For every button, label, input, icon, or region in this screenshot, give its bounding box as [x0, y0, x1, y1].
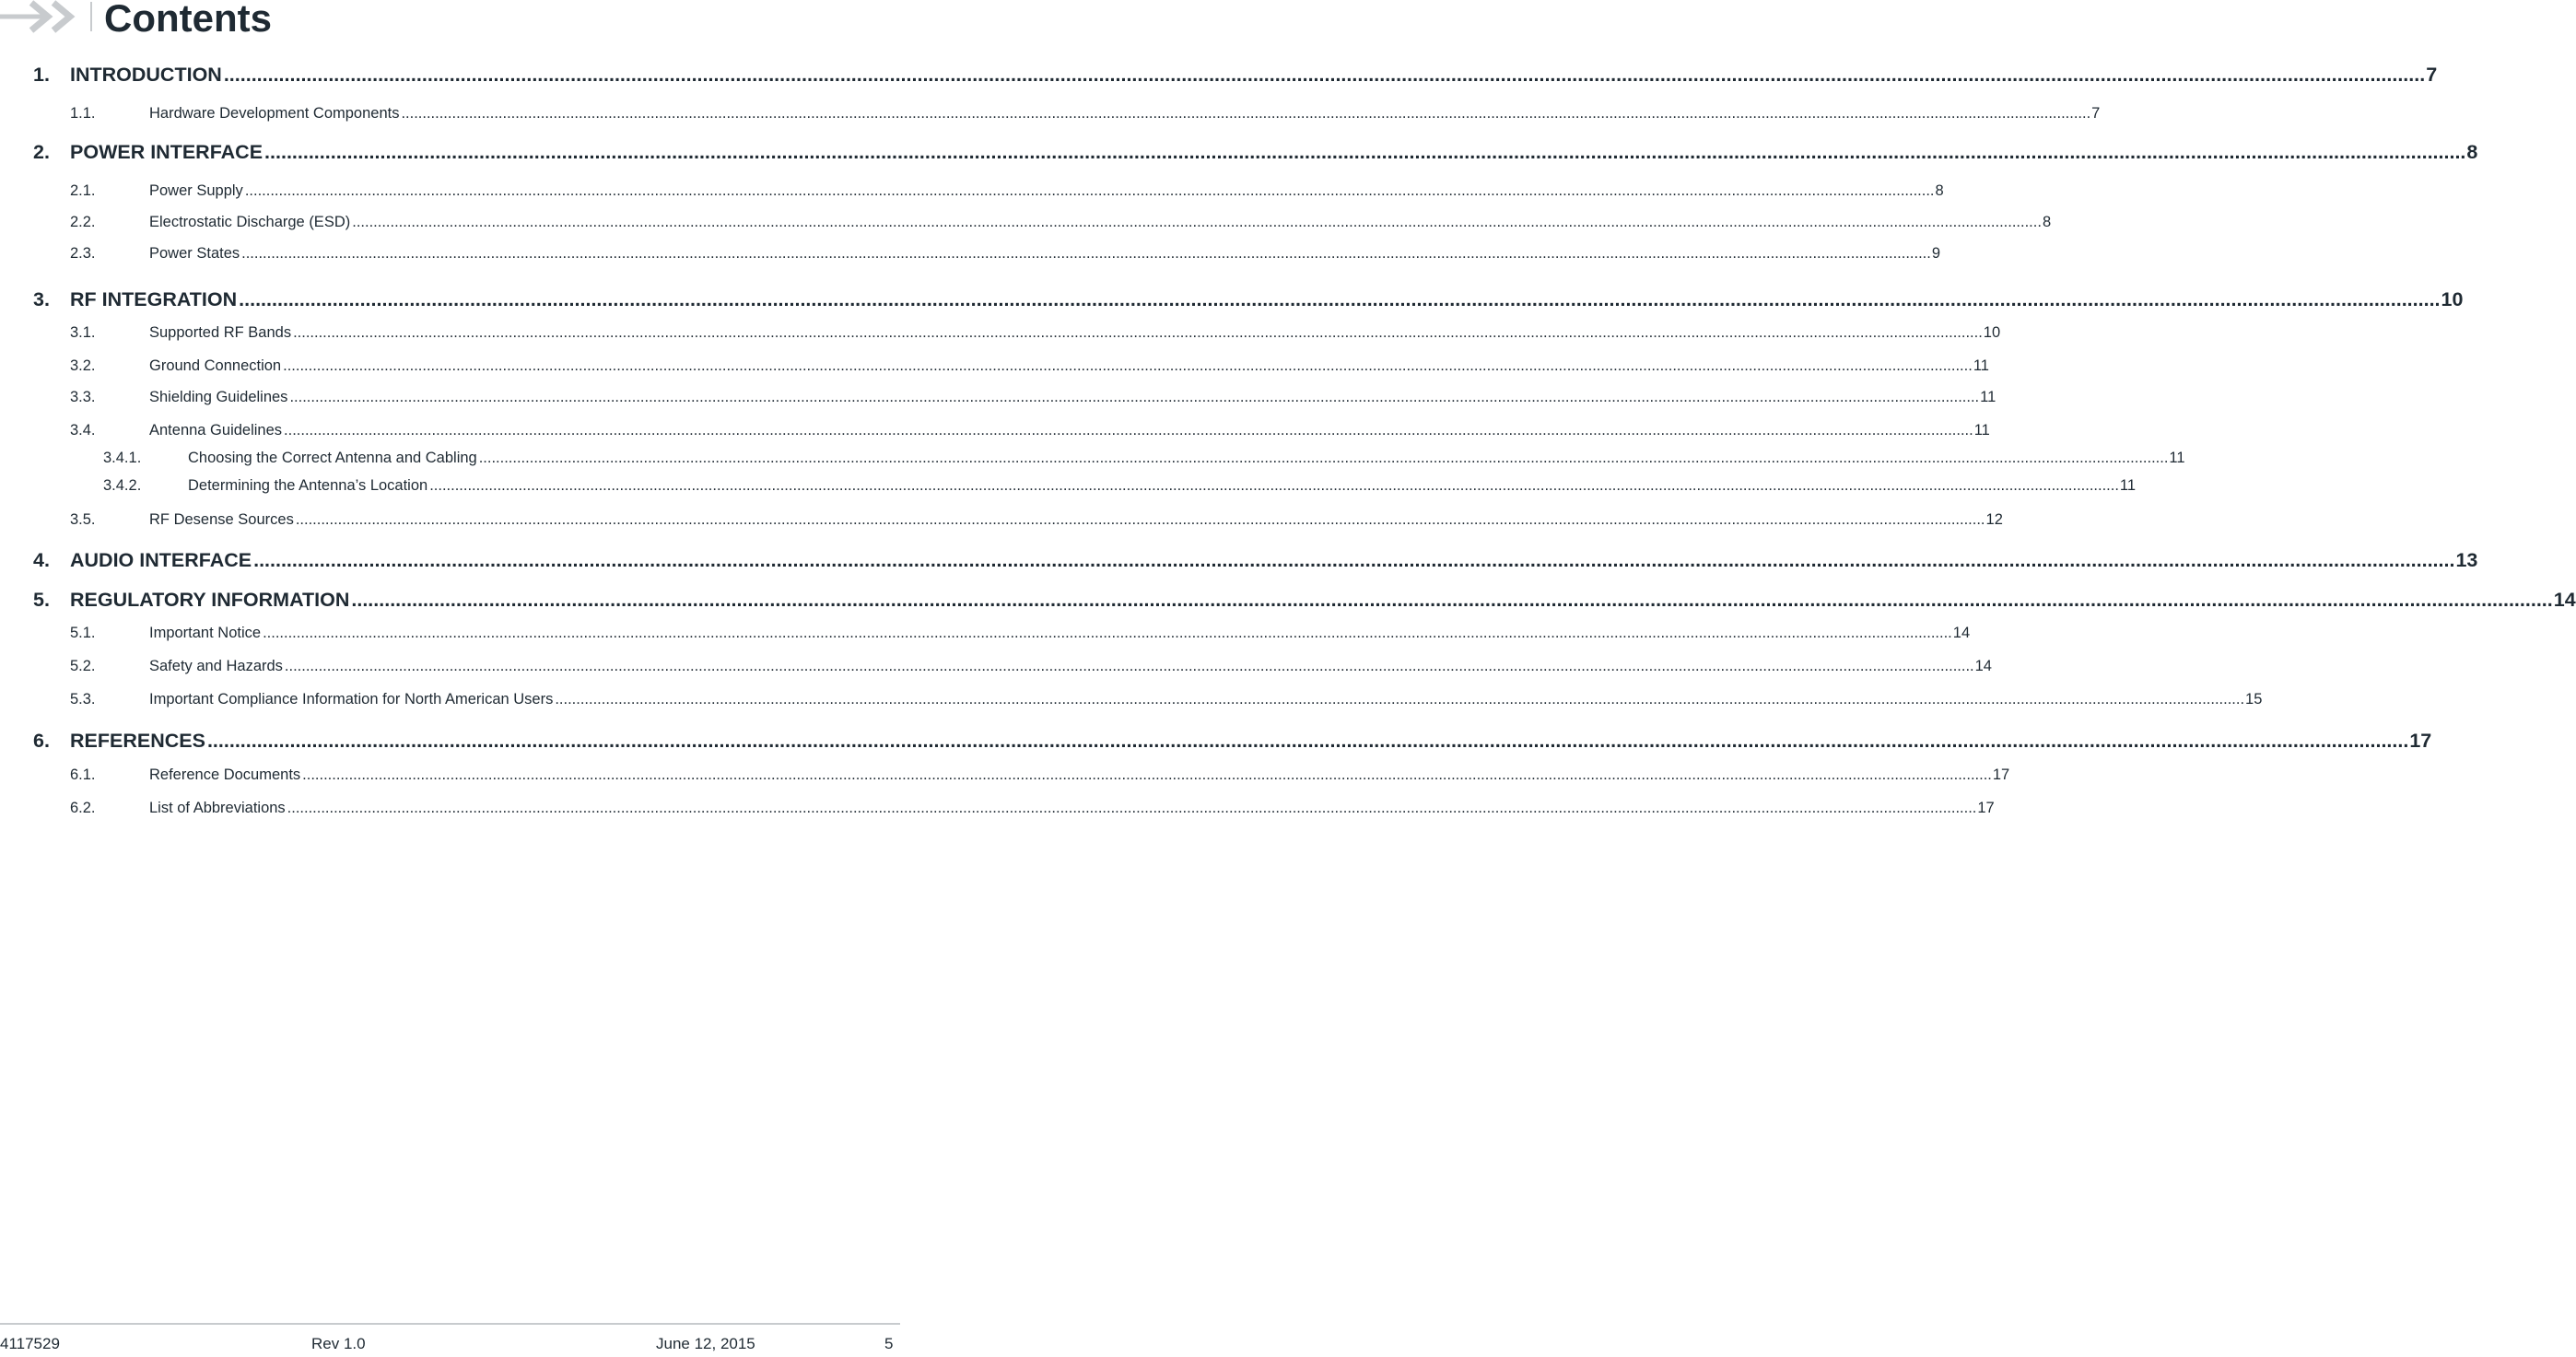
toc-leader-dots: ................................................................................................................................................................................................................................................................................................................................................................................................................: [293, 324, 1983, 341]
toc-entry[interactable]: [70, 181, 1944, 201]
toc-entry[interactable]: [70, 509, 2003, 530]
toc-entry-label: RF Desense Sources: [149, 511, 294, 528]
toc-leader-dots: ................................................................................................................................................................................................................................................................................................................................................................................................................: [283, 357, 1973, 374]
toc-leader-dots: ................................................................................................................................................................................................................................................................................................................................................................................................................: [401, 105, 2091, 122]
toc-entry-number: 5.: [33, 589, 50, 611]
toc-entry[interactable]: [33, 61, 2438, 88]
toc-entry[interactable]: [70, 765, 2010, 785]
toc-entry-label: Choosing the Correct Antenna and Cabling: [188, 450, 477, 466]
toc-entry-number: 5.2.: [70, 658, 96, 674]
toc-entry-page: 9: [1931, 245, 1941, 262]
toc-entry[interactable]: [70, 387, 1996, 407]
toc-leader-dots: ................................................................................................................................................................................................................................................................................................................................................................................................................: [302, 766, 1992, 783]
toc-entry[interactable]: [103, 475, 2137, 496]
toc-entry[interactable]: [33, 586, 2576, 614]
toc-entry-label: REGULATORY INFORMATION: [70, 586, 351, 614]
toc-entry[interactable]: [70, 243, 1941, 263]
footer-divider: [0, 1323, 900, 1325]
toc-entry-number: 1.1.: [70, 105, 96, 122]
toc-leader-dots: ................................................................................................................................................................................................................................................................................................................................................................................................................: [241, 245, 1931, 262]
toc-entry-page: 13: [2454, 546, 2477, 574]
toc-entry-page: 11: [1980, 389, 1996, 405]
toc-entry-number: 5.3.: [70, 691, 96, 708]
toc-entry-label: Important Compliance Information for North American Users: [149, 691, 554, 708]
toc-entry-label: List of Abbreviations: [149, 800, 286, 816]
toc-entry-label: Important Notice: [149, 625, 262, 641]
toc-leader-dots: ................................................................................................................................................................................................................................................................................................................................................................................................................: [555, 691, 2245, 708]
toc-entry-label: Determining the Antenna’s Location: [188, 477, 428, 494]
toc-leader-dots: ................................................................................................................................................................................................................................................................................................................................................................................................................: [295, 511, 1985, 528]
toc-entry[interactable]: [70, 656, 1992, 676]
toc-entry-number: 3.3.: [70, 389, 96, 405]
footer-revision: Rev 1.0: [311, 1335, 366, 1352]
toc-entry-page: 10: [2441, 286, 2464, 313]
toc-leader-dots: ................................................................................................................................................................................................................................................................................................................................................................................................................: [223, 64, 2426, 86]
toc-entry-number: 1.: [33, 64, 50, 86]
toc-entry-number: 2.2.: [70, 214, 96, 230]
toc-entry-label: Antenna Guidelines: [149, 422, 283, 439]
toc-entry[interactable]: [103, 448, 2185, 468]
page-header: [0, 0, 900, 44]
toc-entry[interactable]: [70, 420, 1990, 440]
toc-leader-dots: ................................................................................................................................................................................................................................................................................................................................................................................................................: [287, 800, 1977, 816]
footer-date: June 12, 2015: [656, 1335, 755, 1352]
toc-entry[interactable]: [33, 138, 2478, 166]
toc-entry[interactable]: [33, 727, 2432, 755]
toc-entry-number: 4.: [33, 549, 50, 571]
toc-entry[interactable]: [70, 623, 1971, 643]
toc-entry-page: 14: [1974, 658, 1992, 674]
toc-leader-dots: ................................................................................................................................................................................................................................................................................................................................................................................................................: [289, 389, 1980, 405]
footer-page-number: 5: [884, 1335, 894, 1352]
toc-entry-label: REFERENCES: [70, 727, 207, 755]
toc-entry-page: 15: [2245, 691, 2263, 708]
toc-entry-page: 10: [1983, 324, 2001, 341]
toc-leader-dots: ................................................................................................................................................................................................................................................................................................................................................................................................................: [478, 450, 2169, 466]
toc-entry-page: 7: [2091, 105, 2101, 122]
toc-entry-label: Hardware Development Components: [149, 105, 400, 122]
toc-leader-dots: ................................................................................................................................................................................................................................................................................................................................................................................................................: [264, 141, 2466, 163]
toc-entry-label: POWER INTERFACE: [70, 138, 264, 166]
toc-leader-dots: ................................................................................................................................................................................................................................................................................................................................................................................................................: [253, 549, 2455, 571]
toc-leader-dots: ................................................................................................................................................................................................................................................................................................................................................................................................................: [239, 288, 2441, 310]
double-chevron-logo-icon: [0, 0, 96, 37]
toc-entry-page: 14: [1952, 625, 1971, 641]
toc-leader-dots: ................................................................................................................................................................................................................................................................................................................................................................................................................: [284, 422, 1973, 439]
toc-entry-page: 12: [1985, 511, 2003, 528]
toc-leader-dots: ................................................................................................................................................................................................................................................................................................................................................................................................................: [352, 214, 2042, 230]
toc-entry-number: 3.4.2.: [103, 477, 142, 494]
toc-entry-page: 8: [1935, 182, 1944, 199]
toc-entry-page: 11: [1973, 422, 1990, 439]
toc-entry-number: 3.4.1.: [103, 450, 142, 466]
toc-entry-number: 3.2.: [70, 357, 96, 374]
toc-entry-page: 11: [2119, 477, 2137, 494]
toc-entry-page: 7: [2425, 61, 2437, 88]
toc-entry[interactable]: [70, 798, 1995, 818]
toc-entry-page: 11: [1973, 357, 1989, 374]
toc-entry-number: 2.3.: [70, 245, 96, 262]
toc-entry-number: 2.1.: [70, 182, 96, 199]
toc-entry-label: INTRODUCTION: [70, 61, 224, 88]
toc-entry[interactable]: [70, 689, 2263, 709]
toc-entry-page: 11: [2169, 450, 2185, 466]
footer-doc-number: 4117529: [0, 1335, 60, 1352]
toc-entry-page: 14: [2553, 586, 2576, 614]
toc-leader-dots: ................................................................................................................................................................................................................................................................................................................................................................................................................: [263, 625, 1952, 641]
toc-entry-number: 2.: [33, 141, 50, 163]
toc-entry[interactable]: [33, 286, 2464, 313]
toc-entry-page: 8: [2042, 214, 2052, 230]
page-title: Contents: [104, 0, 272, 40]
toc-entry-number: 3.1.: [70, 324, 96, 341]
toc-entry-number: 6.2.: [70, 800, 96, 816]
toc-entry-number: 6.: [33, 730, 50, 752]
toc-entry-page: 17: [2408, 727, 2431, 755]
toc-leader-dots: ................................................................................................................................................................................................................................................................................................................................................................................................................: [351, 589, 2553, 611]
toc-entry-label: Power States: [149, 245, 240, 262]
toc-entry-label: Electrostatic Discharge (ESD): [149, 214, 351, 230]
toc-entry-number: 3.5.: [70, 511, 96, 528]
toc-leader-dots: ................................................................................................................................................................................................................................................................................................................................................................................................................: [244, 182, 1935, 199]
toc-entry[interactable]: [70, 103, 2101, 123]
toc-entry-number: 3.: [33, 288, 50, 310]
toc-entry[interactable]: [70, 356, 1989, 376]
toc-entry-label: Reference Documents: [149, 766, 301, 783]
toc-entry-page: 8: [2465, 138, 2477, 166]
toc-entry-page: 17: [1977, 800, 1995, 816]
toc-entry-label: Safety and Hazards: [149, 658, 283, 674]
toc-entry-page: 17: [1992, 766, 2010, 783]
toc-entry[interactable]: [70, 322, 2001, 343]
toc-leader-dots: ................................................................................................................................................................................................................................................................................................................................................................................................................: [284, 658, 1974, 674]
toc-entry-label: Shielding Guidelines: [149, 389, 288, 405]
toc-entry-number: 3.4.: [70, 422, 96, 439]
toc-entry-label: Power Supply: [149, 182, 243, 199]
toc-leader-dots: ................................................................................................................................................................................................................................................................................................................................................................................................................: [429, 477, 2119, 494]
toc-entry-label: Ground Connection: [149, 357, 282, 374]
toc-entry-label: AUDIO INTERFACE: [70, 546, 253, 574]
toc-entry[interactable]: [33, 546, 2478, 574]
toc-entry-number: 6.1.: [70, 766, 96, 783]
toc-entry[interactable]: [70, 212, 2052, 232]
toc-entry-label: Supported RF Bands: [149, 324, 292, 341]
toc-leader-dots: ................................................................................................................................................................................................................................................................................................................................................................................................................: [206, 730, 2409, 752]
toc-entry-number: 5.1.: [70, 625, 96, 641]
toc-entry-label: RF INTEGRATION: [70, 286, 239, 313]
